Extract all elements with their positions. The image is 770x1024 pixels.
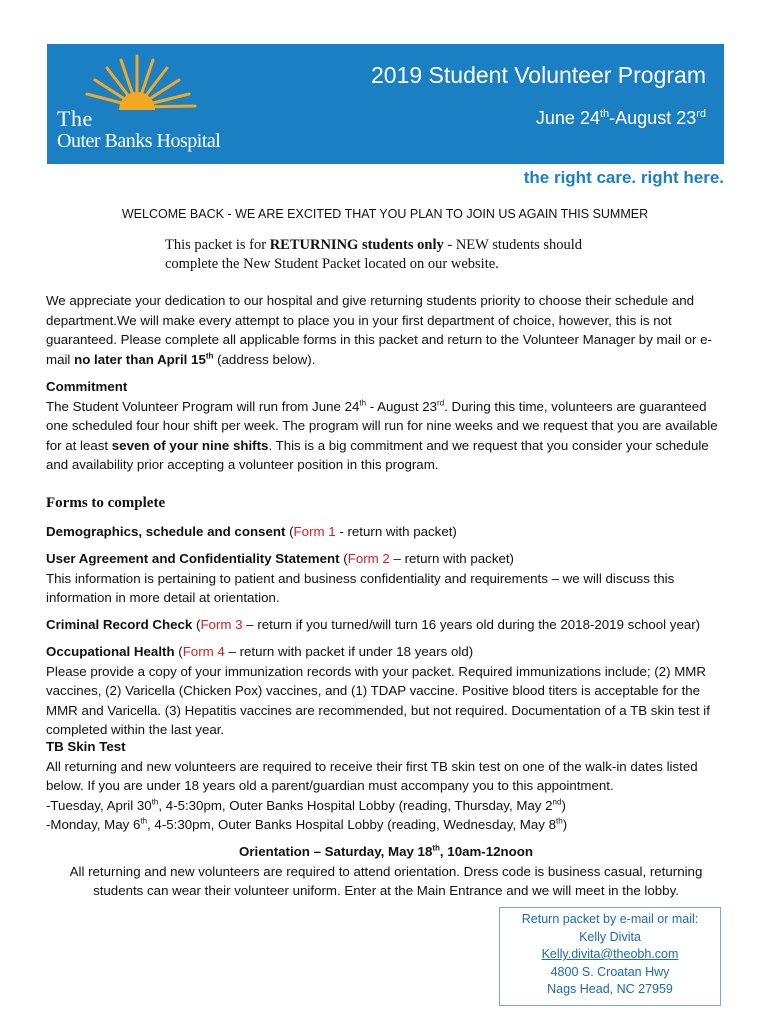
orientation-section: Orientation – Saturday, May 18th, 10am-12noon All returning and new volunteers are required to attend orientation. Dress code is business casual, returning students can wear their volunteer uniform. Enter at the Main Entrance and we will meet in the lobby. [69, 843, 703, 899]
form-2-item: User Agreement and Confidentiality Statement (Form 2 – return with packet) This information is pertaining to patient and business confidentiality and requirements – we will discuss this information in more detail at orientation. [46, 551, 675, 606]
logo-line1: The [57, 106, 93, 131]
tb-date-2: -Monday, May 6th, 4-5:30pm, Outer Banks Hospital Lobby (reading, Wednesday, May 8th) [46, 816, 568, 833]
commitment-section: Commitment The Student Volunteer Program will run from June 24th - August 23rd. During this time, volunteers are guaranteed one scheduled four hour shift per week. The program will run for nine weeks and we request that you are available for at least seven of your nine shifts. This is a big commitment and we request that you consider your schedule and availability prior accepting a volunteer position in this program. [46, 379, 718, 473]
contact-email-link[interactable]: Kelly.divita@theobh.com [541, 947, 679, 961]
return-address-box [499, 907, 721, 1006]
orientation-heading: Orientation – Saturday, May 18th, 10am-12noon [238, 843, 534, 859]
form-1-link: Form 1 [293, 524, 336, 539]
form-1-item: Demographics, schedule and consent (Form 1 - return with packet) [46, 524, 457, 539]
tagline: the right care. right here. [523, 168, 724, 187]
forms-heading: Forms to complete [46, 495, 166, 511]
address-city: Nags Head, NC 27959 [547, 982, 673, 996]
form-4-item: Occupational Health (Form 4 – return with packet if under 18 years old) Please provide a copy of your immunization records with your packet. Required immunizations include; (2) MMR vaccines, (2) Varicella (Chicken Pox) vaccines, and (1) TDAP vaccine. Positive blood titers is acceptable for the MMR and Varicella. (3) Hepatitis vaccines are recommended, but not required. Documentation of a TB skin test if completed within the last year. [46, 644, 710, 738]
tb-skin-test-section: TB Skin Test All returning and new volunteers are required to receive their first TB skin test on one of the walk-in dates listed below. If you are under 18 years old a parent/guardian must accompany you to this appointment. -Tuesday, April 30th, 4-5:30pm, Outer Banks Hospital Lobby (reading, Thursday, May 2nd) -Monday, May 6th, 4-5:30pm, Outer Banks Hospital Lobby (reading, Wednesday, May 8th) [46, 739, 698, 833]
commitment-heading: Commitment [46, 379, 128, 394]
tb-heading: TB Skin Test [46, 739, 126, 754]
intro-paragraph: We appreciate your dedication to our hospital and give returning students priority to choose their schedule and department.We will make every attempt to place you in your first department of choice, however, this is not guaranteed. Please complete all applicable forms in this packet and return to the Volunteer Manager by mail or e-mail no later than April 15th (address below). [46, 293, 712, 367]
form-4-link: Form 4 [182, 644, 225, 659]
form-3-item: Criminal Record Check (Form 3 – return if you turned/will turn 16 years old during the 2018-2019 school year) [46, 617, 701, 632]
tb-date-1: -Tuesday, April 30th, 4-5:30pm, Outer Banks Hospital Lobby (reading, Thursday, May 2nd) [46, 797, 566, 813]
form-3-link: Form 3 [200, 617, 243, 632]
address-street: 4800 S. Croatan Hwy [550, 964, 670, 979]
form-2-link: Form 2 [347, 551, 390, 566]
welcome-heading: WELCOME BACK - WE ARE EXCITED THAT YOU PLAN TO JOIN US AGAIN THIS SUMMER [121, 207, 649, 221]
contact-name: Kelly Divita [579, 929, 641, 944]
program-dates: June 24th-August 23rd [535, 108, 706, 128]
returning-note: This packet is for RETURNING students only - NEW students should complete the New Student Packet located on our website. [165, 237, 583, 272]
header-banner [47, 44, 724, 164]
return-instruction: Return packet by e-mail or mail: [521, 912, 699, 926]
logo-line2: Outer Banks Hospital [57, 130, 221, 152]
page-title: 2019 Student Volunteer Program [370, 62, 706, 88]
